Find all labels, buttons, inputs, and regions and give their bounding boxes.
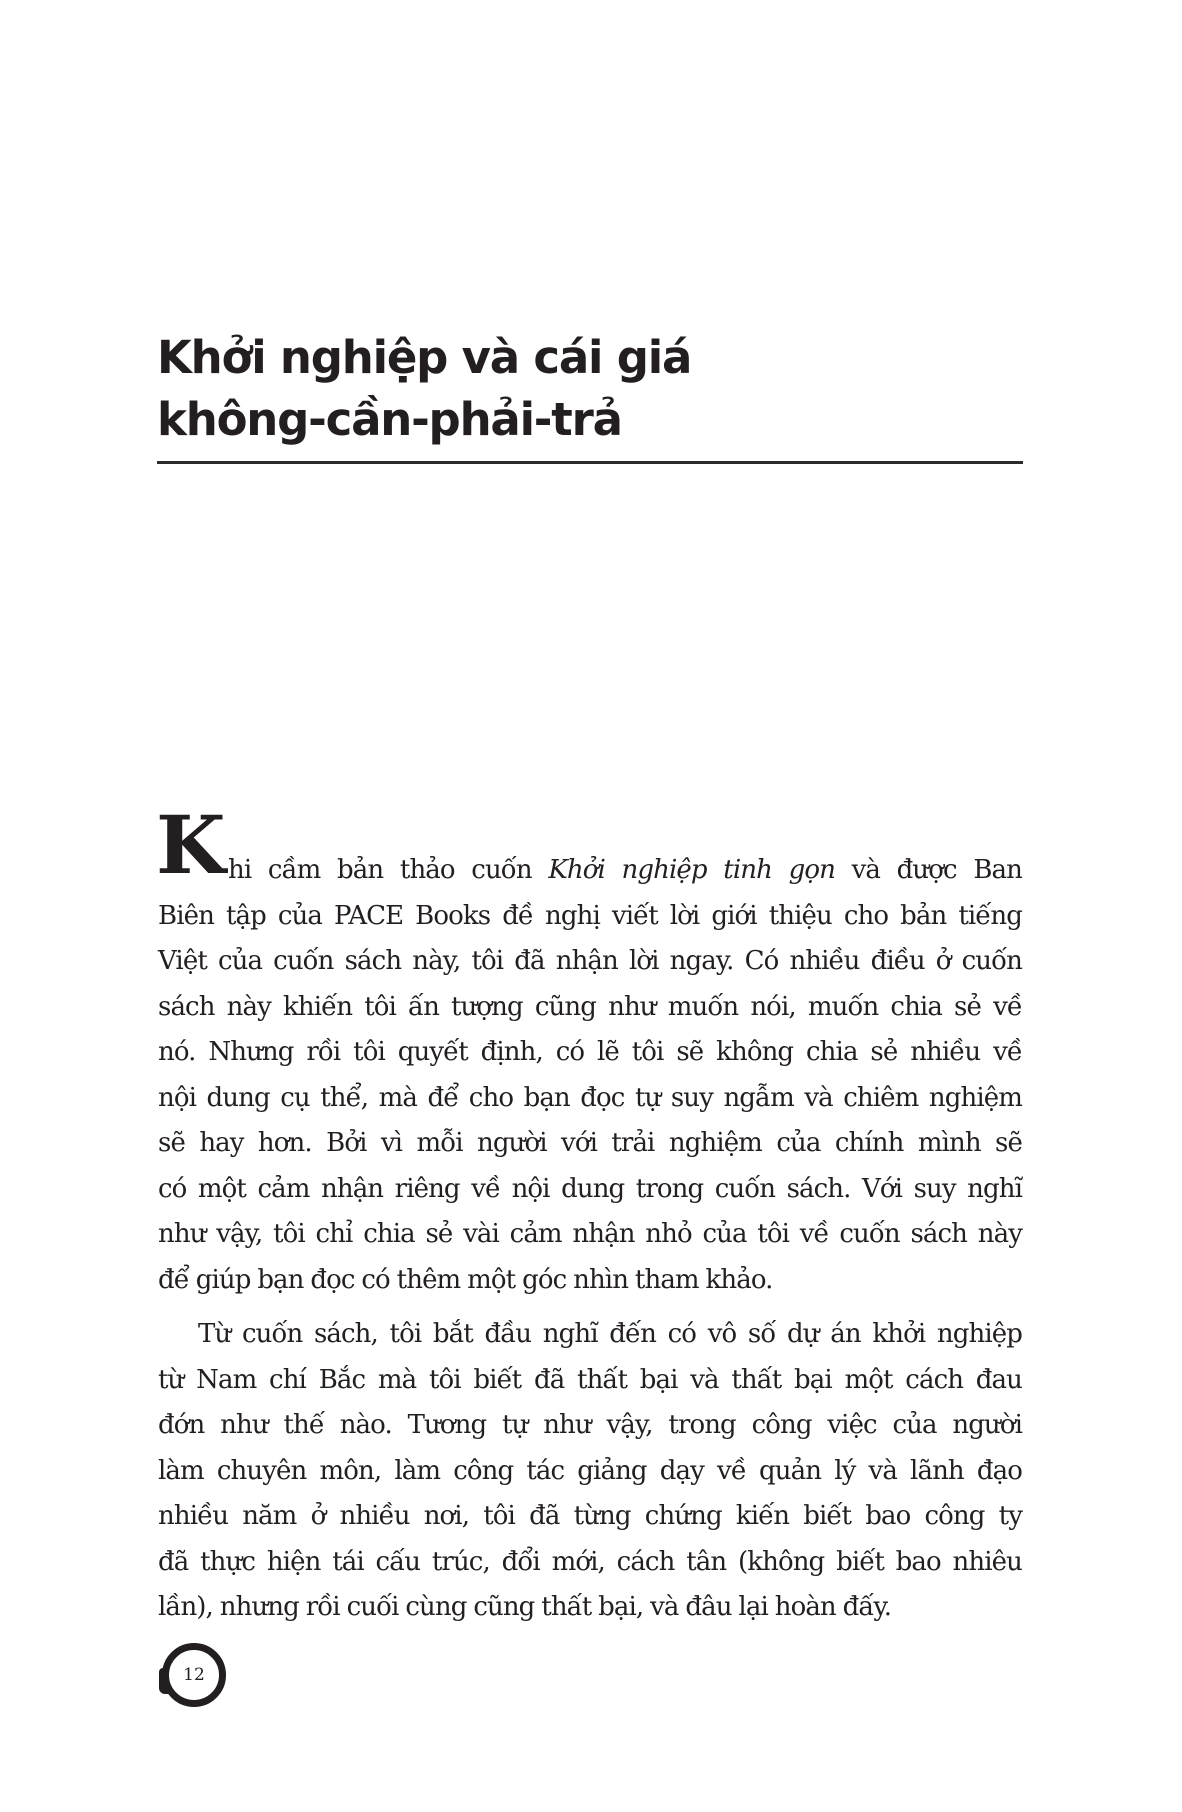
paragraph-1-line: nó. Nhưng rồi tôi quyết định, có lẽ tôi sẽ không chia sẻ nhiều về bbox=[158, 1037, 1022, 1067]
paragraph-spacer bbox=[158, 1303, 1022, 1312]
paragraph-1-line-last: để giúp bạn đọc có thêm một góc nhìn tham khảo. bbox=[158, 1264, 773, 1295]
paragraph-1-line-1 bbox=[158, 848, 1022, 894]
page-number-badge bbox=[162, 1643, 226, 1707]
paragraph-1-line: nội dung cụ thể, mà để cho bạn đọc tự suy ngẫm và chiêm nghiệm bbox=[158, 1082, 1022, 1113]
paragraph-2-line: làm chuyên môn, làm công tác giảng dạy về quản lý và lãnh đạo bbox=[158, 1455, 1022, 1486]
paragraph-2-line: từ Nam chí Bắc mà tôi biết đã thất bại và thất bại một cách đau bbox=[158, 1364, 1022, 1395]
paragraph-1 bbox=[158, 848, 1022, 1303]
paragraph-1-line: Việt của cuốn sách này, tôi đã nhận lời ngay. Có nhiều điều ở cuốn bbox=[158, 946, 1022, 976]
paragraph-2-line: đớn như thế nào. Tương tự như vậy, trong công việc của người bbox=[158, 1410, 1022, 1440]
chapter-title-line-2: không-cần-phải-trả bbox=[157, 393, 622, 446]
paragraph-1-line: như vậy, tôi chỉ chia sẻ vài cảm nhận nhỏ của tôi về cuốn sách này bbox=[158, 1219, 1022, 1249]
paragraph-2 bbox=[158, 1312, 1022, 1631]
page-number: 12 bbox=[183, 1665, 205, 1685]
title-underline-rule bbox=[157, 461, 1023, 464]
book-title-italic: Khởi nghiệp tinh gọn bbox=[548, 855, 835, 885]
paragraph-2-line: đã thực hiện tái cấu trúc, đổi mới, cách tân (không biết bao nhiêu bbox=[158, 1546, 1022, 1577]
drop-cap: K bbox=[156, 798, 224, 892]
text-run: hi cầm bản thảo cuốn bbox=[228, 855, 549, 885]
paragraph-2-line-1: Từ cuốn sách, tôi bắt đầu nghĩ đến có vô số dự án khởi nghiệp bbox=[198, 1319, 1022, 1349]
body-text bbox=[158, 848, 1022, 1631]
paragraph-1-line: sách này khiến tôi ấn tượng cũng như muốn nói, muốn chia sẻ về bbox=[158, 991, 1022, 1022]
chapter-title bbox=[157, 327, 1027, 451]
chapter-title-line-1: Khởi nghiệp và cái giá bbox=[157, 331, 692, 384]
text-run: và được Ban bbox=[834, 855, 1022, 885]
paragraph-1-line: Biên tập của PACE Books đề nghị viết lời giới thiệu cho bản tiếng bbox=[158, 900, 1022, 931]
paragraph-2-line: nhiều năm ở nhiều nơi, tôi đã từng chứng kiến biết bao công ty bbox=[158, 1501, 1022, 1531]
paragraph-1-line: sẽ hay hơn. Bởi vì mỗi người với trải nghiệm của chính mình sẽ bbox=[158, 1128, 1022, 1158]
paragraph-2-line-last: lần), nhưng rồi cuối cùng cũng thất bại, và đâu lại hoàn đấy. bbox=[158, 1592, 892, 1622]
brush-circle-icon bbox=[159, 1668, 169, 1694]
paragraph-1-line: có một cảm nhận riêng về nội dung trong cuốn sách. Với suy nghĩ bbox=[158, 1173, 1022, 1204]
